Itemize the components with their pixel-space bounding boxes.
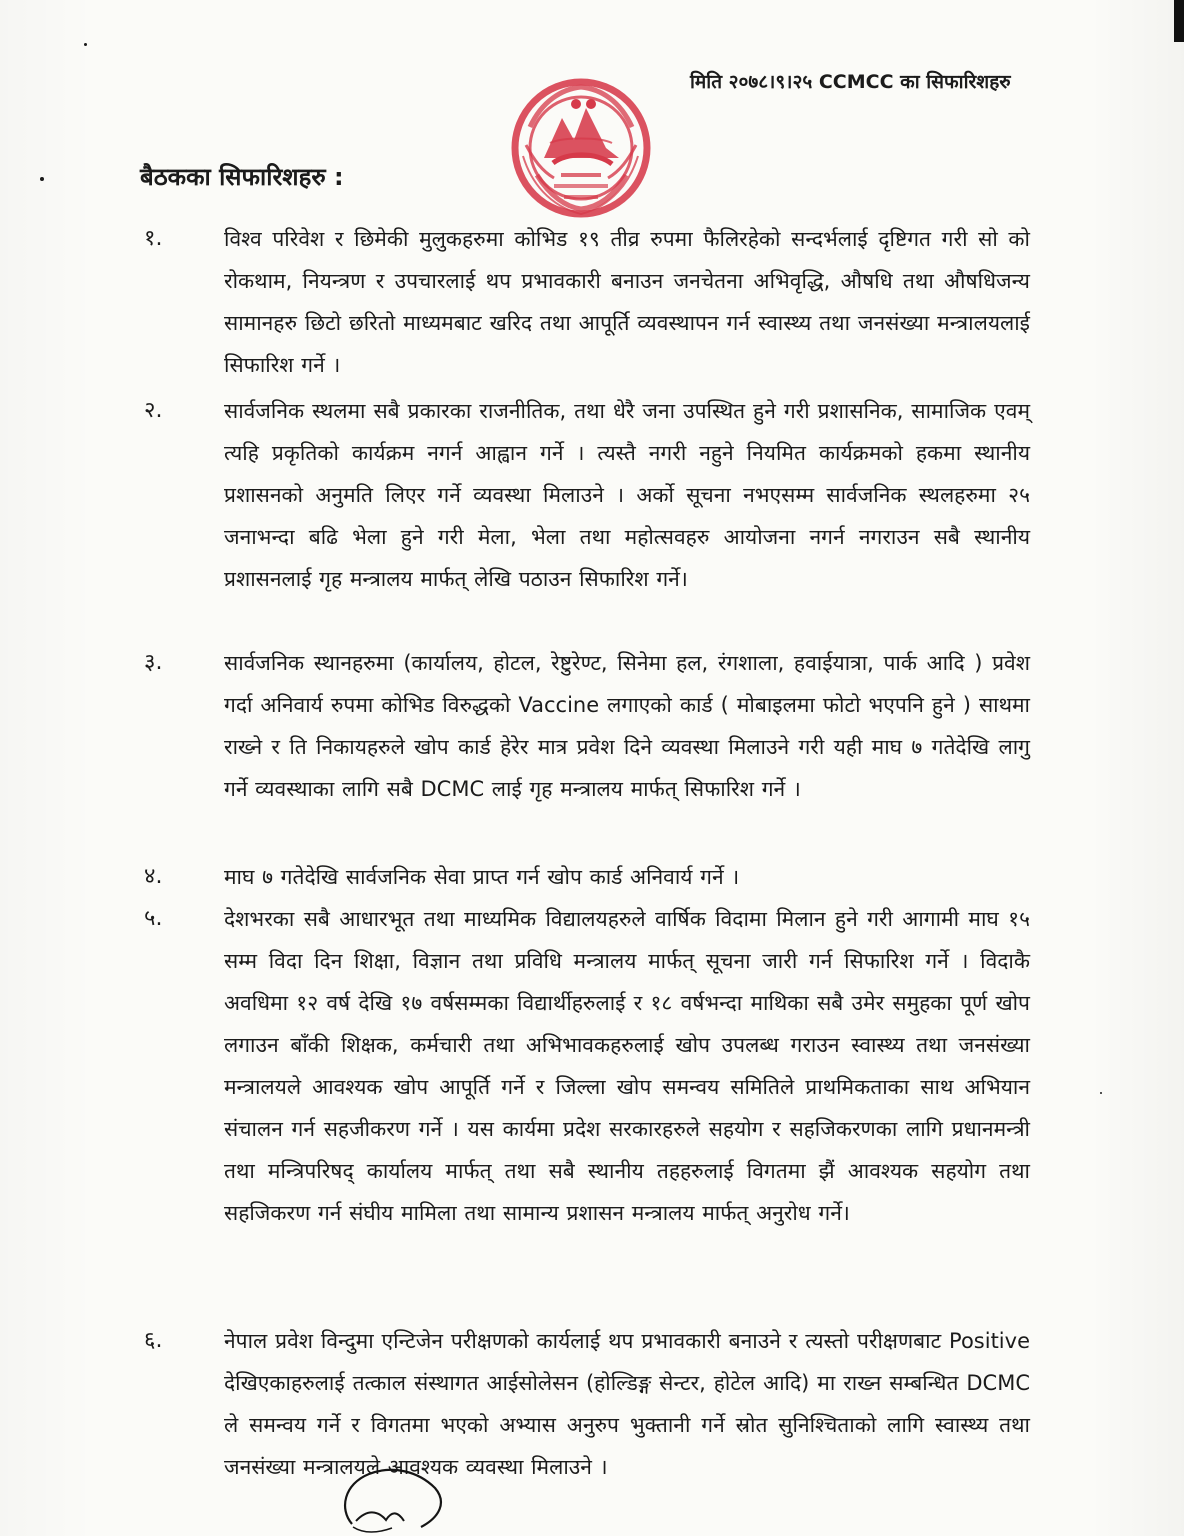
recommendation-number-6: ६. bbox=[144, 1328, 163, 1353]
scan-speck bbox=[1100, 1092, 1102, 1094]
recommendation-text-3: सार्वजनिक स्थानहरुमा (कार्यालय, होटल, रेष्टुरेण्ट, सिनेमा हल, रंगशाला, हवाईयात्रा, पार्क आदि ) प्रवेश गर्दा अनिवार्य रुपमा कोभिड विरुद्धको Vaccine लगाएको कार्ड ( मोबाइलमा फोटो भएपनि हुने ) साथमा राख्ने र ति निकायहरुले खोप कार्ड हेरेर मात्र प्रवेश दिने व्यवस्था मिलाउने गरी यही माघ ७ गतेदेखि लागु गर्ने व्यवस्थाका लागि सबै DCMC लाई गृह मन्त्रालय मार्फत् सिफारिश गर्ने । bbox=[224, 651, 1030, 801]
scan-speck bbox=[84, 43, 87, 46]
recommendation-text-4: माघ ७ गतेदेखि सार्वजनिक सेवा प्राप्त गर्न खोप कार्ड अनिवार्य गर्ने । bbox=[224, 865, 740, 889]
document-reference: मिति २०७८।९।२५ CCMCC का सिफारिशहरु bbox=[690, 71, 1011, 93]
official-seal-icon bbox=[506, 70, 656, 230]
recommendation-text-1: विश्व परिवेश र छिमेकी मुलुकहरुमा कोभिड १९ तीव्र रुपमा फैलिरहेको सन्दर्भलाई दृष्टिगत गरी सो को रोकथाम, नियन्त्रण र उपचारलाई थप प्रभावकारी बनाउन जनचेतना अभिवृद्धि, औषधि तथा औषधिजन्य सामानहरु छिटो छरितो माध्यमबाट खरिद तथा आपूर्ति व्यवस्थापन गर्न स्वास्थ्य तथा जनसंख्या मन्त्रालयलाई सिफारिश गर्ने । bbox=[224, 227, 1030, 377]
recommendation-text-6: नेपाल प्रवेश विन्दुमा एन्टिजेन परीक्षणको कार्यलाई थप प्रभावकारी बनाउने र त्यस्तो परीक्षणबाट Positive देखिएकाहरुलाई तत्काल संस्थागत आईसोलेसन (होल्डिङ्ग सेन्टर, होटेल आदि) मा राख्न सम्बन्धित DCMC ले समन्वय गर्ने र विगतमा भएको अभ्यास अनुरुप भुक्तानी गर्ने स्रोत सुनिश्चिताको लागि स्वास्थ्य तथा जनसंख्या मन्त्रालयले आवश्यक व्यवस्था मिलाउने । bbox=[224, 1329, 1030, 1479]
recommendation-number-1: १. bbox=[144, 226, 163, 251]
recommendation-text-2: सार्वजनिक स्थलमा सबै प्रकारका राजनीतिक, तथा धेरै जना उपस्थित हुने गरी प्रशासनिक, सामाजिक एवम् त्यहि प्रकृतिको कार्यक्रम नगर्न आह्वान गर्ने । त्यस्तै नगरी नहुने नियमित कार्यक्रमको हकमा स्थानीय प्रशासनको अनुमति लिएर गर्ने व्यवस्था मिलाउने । अर्को सूचना नभएसम्म सार्वजनिक स्थलहरुमा २५ जनाभन्दा बढि भेला हुने गरी मेला, भेला तथा महोत्सवहरु आयोजना नगर्न नगराउन सबै स्थानीय प्रशासनलाई गृह मन्त्रालय मार्फत् लेखि पठाउन सिफारिश गर्ने। bbox=[224, 399, 1030, 591]
section-title: बैठकका सिफारिशहरु : bbox=[140, 163, 344, 191]
recommendation-number-5: ५. bbox=[144, 906, 163, 931]
recommendation-number-4: ४. bbox=[144, 864, 163, 889]
recommendation-number-3: ३. bbox=[144, 650, 163, 675]
scan-edge-mark bbox=[1174, 0, 1184, 42]
recommendation-number-2: २. bbox=[144, 398, 163, 423]
handwritten-signature-icon bbox=[334, 1454, 452, 1536]
recommendation-text-5: देशभरका सबै आधारभूत तथा माध्यमिक विद्यालयहरुले वार्षिक विदामा मिलान हुने गरी आगामी माघ १५ सम्म विदा दिन शिक्षा, विज्ञान तथा प्रविधि मन्त्रालय मार्फत् सूचना जारी गर्न सिफारिश गर्ने । विदाकै अवधिमा १२ वर्ष देखि १७ वर्षसम्मका विद्यार्थीहरुलाई र १८ वर्षभन्दा माथिका सबै उमेर समुहका पूर्ण खोप लगाउन बाँकी शिक्षक, कर्मचारी तथा अभिभावकहरुलाई खोप उपलब्ध गराउन स्वास्थ्य तथा जनसंख्या मन्त्रालयले आवश्यक खोप आपूर्ति गर्ने र जिल्ला खोप समन्वय समितिले प्राथमिकताका साथ अभियान संचालन गर्न सहजीकरण गर्ने । यस कार्यमा प्रदेश सरकारहरुले सहयोग र सहजिकरणका लागि प्रधानमन्त्री तथा मन्त्रिपरिषद् कार्यालय मार्फत् तथा सबै स्थानीय तहहरुलाई विगतमा झैं आवश्यक सहयोग तथा सहजिकरण गर्न संघीय मामिला तथा सामान्य प्रशासन मन्त्रालय मार्फत् अनुरोध गर्ने। bbox=[224, 907, 1030, 1225]
scan-speck bbox=[40, 177, 44, 181]
